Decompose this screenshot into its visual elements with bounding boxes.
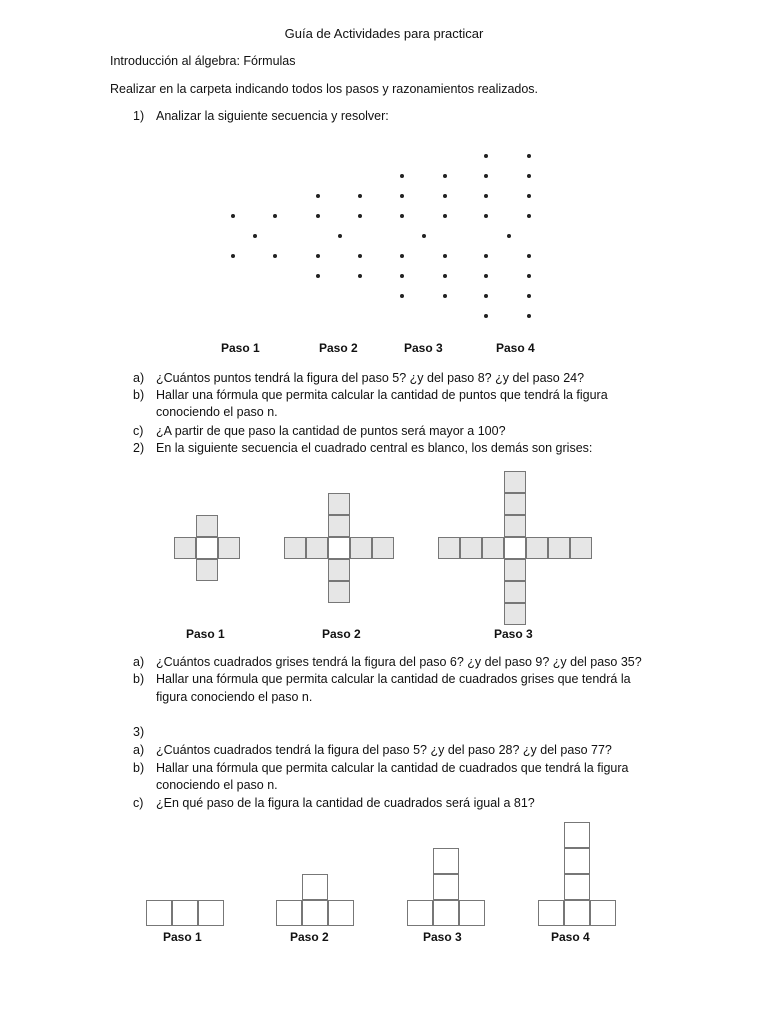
- dot: [443, 274, 447, 278]
- gray-square: [504, 581, 526, 603]
- exercise-1-prompt: Analizar la siguiente secuencia y resolver:: [156, 109, 389, 123]
- question-text: ¿En qué paso de la figura la cantidad de cuadrados será igual a 81?: [156, 796, 535, 810]
- white-center-square: [196, 537, 218, 559]
- dot: [316, 214, 320, 218]
- dot: [400, 174, 404, 178]
- question-text-continued: conociendo el paso n.: [156, 778, 278, 792]
- dot: [484, 314, 488, 318]
- dot: [273, 214, 277, 218]
- dot: [400, 294, 404, 298]
- dot: [484, 254, 488, 258]
- dot: [527, 274, 531, 278]
- subtitle: Introducción al álgebra: Fórmulas: [110, 54, 296, 68]
- dot: [443, 174, 447, 178]
- dot: [231, 254, 235, 258]
- dot: [527, 154, 531, 158]
- dot: [527, 214, 531, 218]
- question-letter: a): [133, 655, 145, 669]
- dot: [443, 214, 447, 218]
- ex2-step-label: Paso 2: [322, 627, 361, 641]
- question-text: ¿Cuántos cuadrados tendrá la figura del paso 5? ¿y del paso 28? ¿y del paso 77?: [156, 743, 612, 757]
- square: [328, 900, 354, 926]
- ex1-step-label: Paso 2: [319, 341, 358, 355]
- dot: [527, 174, 531, 178]
- dot: [316, 194, 320, 198]
- gray-square: [372, 537, 394, 559]
- dot: [443, 194, 447, 198]
- question-letter: a): [133, 743, 145, 757]
- question-text-continued: figura conociendo el paso n.: [156, 690, 313, 704]
- gray-square: [306, 537, 328, 559]
- instructions: Realizar en la carpeta indicando todos los pasos y razonamientos realizados.: [110, 82, 539, 96]
- dot: [484, 154, 488, 158]
- gray-square: [284, 537, 306, 559]
- ex1-step-label: Paso 1: [221, 341, 260, 355]
- square: [564, 874, 590, 900]
- dot: [443, 254, 447, 258]
- gray-square: [504, 471, 526, 493]
- square: [564, 848, 590, 874]
- ex3-step-label: Paso 3: [423, 930, 462, 944]
- square: [302, 874, 328, 900]
- dot: [484, 174, 488, 178]
- dot: [422, 234, 426, 238]
- dot: [484, 274, 488, 278]
- dot: [400, 194, 404, 198]
- square: [590, 900, 616, 926]
- square: [564, 822, 590, 848]
- dot: [358, 254, 362, 258]
- ex2-step-label: Paso 3: [494, 627, 533, 641]
- gray-square: [504, 559, 526, 581]
- white-center-square: [504, 537, 526, 559]
- page-title: Guía de Actividades para practicar: [284, 26, 484, 41]
- ex3-step-label: Paso 4: [551, 930, 590, 944]
- dot: [527, 194, 531, 198]
- ex3-step-label: Paso 1: [163, 930, 202, 944]
- gray-square: [504, 493, 526, 515]
- gray-square: [350, 537, 372, 559]
- gray-square: [460, 537, 482, 559]
- ex1-step-label: Paso 4: [496, 341, 535, 355]
- question-text: Hallar una fórmula que permita calcular la cantidad de cuadrados que tendrá la figura: [156, 761, 629, 775]
- gray-square: [328, 559, 350, 581]
- dot: [358, 194, 362, 198]
- gray-square: [196, 515, 218, 537]
- square: [538, 900, 564, 926]
- dot: [253, 234, 257, 238]
- dot: [231, 214, 235, 218]
- question-letter: c): [133, 424, 144, 438]
- question-text: Hallar una fórmula que permita calcular la cantidad de puntos que tendrá la figura: [156, 388, 608, 402]
- dot: [400, 274, 404, 278]
- question-text-continued: conociendo el paso n.: [156, 405, 278, 419]
- dot: [273, 254, 277, 258]
- ex2-step-label: Paso 1: [186, 627, 225, 641]
- dot: [400, 254, 404, 258]
- gray-square: [570, 537, 592, 559]
- question-letter: a): [133, 371, 145, 385]
- question-text: Hallar una fórmula que permita calcular la cantidad de cuadrados grises que tendrá la: [156, 672, 631, 686]
- gray-square: [504, 603, 526, 625]
- dot: [338, 234, 342, 238]
- exercise-3-number: 3): [133, 725, 145, 739]
- dot: [484, 214, 488, 218]
- dot: [527, 254, 531, 258]
- gray-square: [328, 493, 350, 515]
- square: [433, 848, 459, 874]
- gray-square: [504, 515, 526, 537]
- gray-square: [328, 515, 350, 537]
- question-text: ¿A partir de que paso la cantidad de puntos será mayor a 100?: [156, 424, 506, 438]
- gray-square: [218, 537, 240, 559]
- gray-square: [174, 537, 196, 559]
- gray-square: [548, 537, 570, 559]
- question-letter: c): [133, 796, 144, 810]
- dot: [527, 314, 531, 318]
- dot: [358, 214, 362, 218]
- dot: [316, 274, 320, 278]
- square: [433, 874, 459, 900]
- square: [172, 900, 198, 926]
- dot: [484, 294, 488, 298]
- square: [407, 900, 433, 926]
- ex1-step-label: Paso 3: [404, 341, 443, 355]
- dot: [527, 294, 531, 298]
- gray-square: [328, 581, 350, 603]
- question-text: ¿Cuántos puntos tendrá la figura del paso 5? ¿y del paso 8? ¿y del paso 24?: [156, 371, 585, 385]
- square: [564, 900, 590, 926]
- gray-square: [196, 559, 218, 581]
- gray-square: [526, 537, 548, 559]
- square: [459, 900, 485, 926]
- square: [198, 900, 224, 926]
- question-letter: b): [133, 761, 145, 775]
- dot: [358, 274, 362, 278]
- exercise-1-number: 1): [133, 109, 145, 123]
- gray-square: [482, 537, 504, 559]
- dot: [443, 294, 447, 298]
- dot: [316, 254, 320, 258]
- ex3-step-label: Paso 2: [290, 930, 329, 944]
- exercise-2-prompt: En la siguiente secuencia el cuadrado central es blanco, los demás son grises:: [156, 441, 593, 455]
- question-text: ¿Cuántos cuadrados grises tendrá la figura del paso 6? ¿y del paso 9? ¿y del paso 35?: [156, 655, 642, 669]
- square: [146, 900, 172, 926]
- question-letter: b): [133, 388, 145, 402]
- square: [302, 900, 328, 926]
- question-letter: b): [133, 672, 145, 686]
- exercise-2-number: 2): [133, 441, 145, 455]
- gray-square: [438, 537, 460, 559]
- dot: [484, 194, 488, 198]
- white-center-square: [328, 537, 350, 559]
- dot: [400, 214, 404, 218]
- square: [276, 900, 302, 926]
- dot: [507, 234, 511, 238]
- square: [433, 900, 459, 926]
